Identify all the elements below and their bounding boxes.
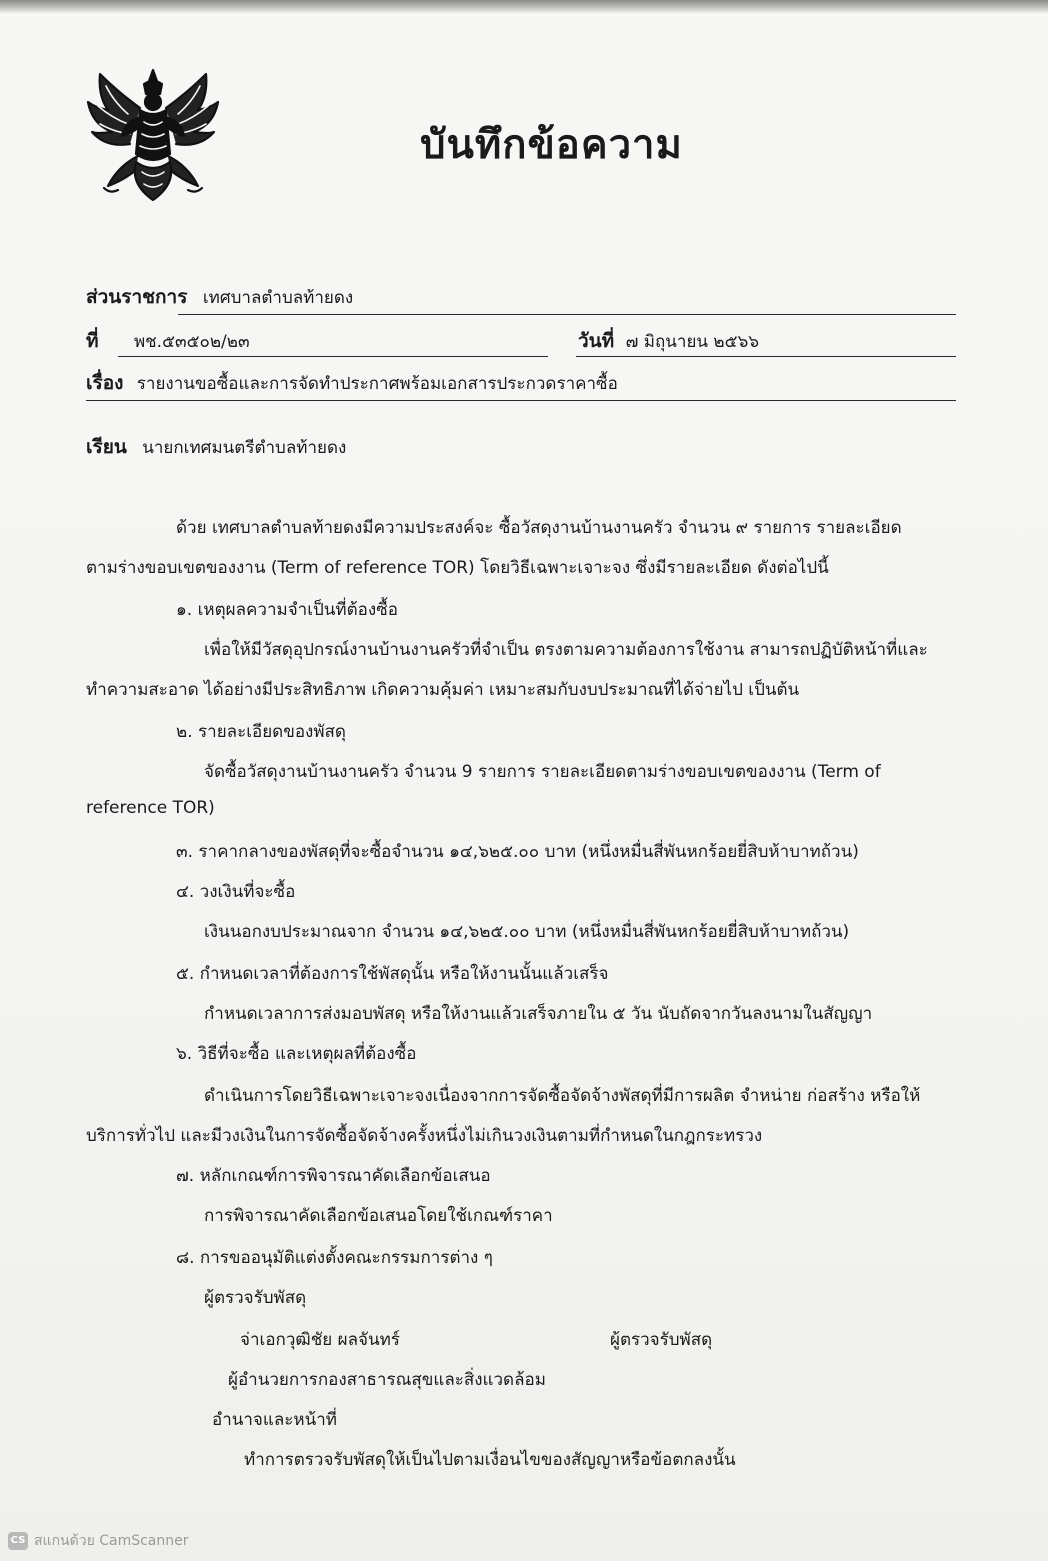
ref-rule [118, 356, 548, 357]
section-1-heading: ๑. เหตุผลความจำเป็นที่ต้องซื้อ [176, 600, 398, 620]
camscanner-logo-icon: CS [8, 1532, 28, 1550]
salutation-label: เรียน [86, 436, 127, 458]
ref-value: พช.๕๓๕๐๒/๒๓ [133, 332, 250, 352]
section-1-line-2: ทำความสะอาด ได้อย่างมีประสิทธิภาพ เกิดความคุ้มค่า เหมาะสมกับงบประมาณที่ได้จ่ายไป เป็นต้น [86, 680, 800, 700]
section-6-heading: ๖. วิธีที่จะซื้อ และเหตุผลที่ต้องซื้อ [176, 1044, 417, 1064]
date-rule [576, 356, 956, 357]
salutation-row [86, 432, 346, 462]
section-7-line-1: การพิจารณาคัดเลือกข้อเสนอโดยใช้เกณฑ์ราคา [204, 1206, 553, 1226]
section-2-line-2: reference TOR) [86, 798, 215, 818]
committee-duty-title: อำนาจและหน้าที่ [212, 1410, 337, 1430]
section-2-heading: ๒. รายละเอียดของพัสดุ [176, 722, 346, 742]
committee-member-role: ผู้ตรวจรับพัสดุ [610, 1330, 713, 1350]
agency-label: ส่วนราชการ [86, 286, 188, 308]
section-2-line-1: จัดซื้อวัสดุงานบ้านงานครัว จำนวน 9 รายการ รายละเอียดตามร่างขอบเขตของงาน (Term of [204, 762, 881, 782]
ref-label: ที่ [86, 330, 99, 352]
committee-duty-text: ทำการตรวจรับพัสดุให้เป็นไปตามเงื่อนไขของสัญญาหรือข้อตกลงนั้น [244, 1450, 736, 1470]
section-4-line-1: เงินนอกงบประมาณจาก จำนวน ๑๔,๖๒๕.๐๐ บาท (หนึ่งหมื่นสี่พันหกร้อยยี่สิบห้าบาทถ้วน) [204, 922, 850, 942]
agency-rule [178, 314, 956, 315]
section-5-line-1: กำหนดเวลาการส่งมอบพัสดุ หรือให้งานแล้วเสร็จภายใน ๕ วัน นับถัดจากวันลงนามในสัญญา [204, 1004, 873, 1024]
section-8-heading: ๘. การขออนุมัติแต่งตั้งคณะกรรมการต่าง ๆ [176, 1248, 493, 1268]
date-value: ๗ มิถุนายน ๒๕๖๖ [625, 332, 760, 352]
subject-label: เรื่อง [86, 372, 124, 394]
subject-rule [86, 400, 956, 401]
committee-member-position: ผู้อำนวยการกองสาธารณสุขและสิ่งแวดล้อม [228, 1370, 546, 1390]
section-1-line-1: เพื่อให้มีวัสดุอุปกรณ์งานบ้านงานครัวที่จำเป็น ตรงตามความต้องการใช้งาน สามารถปฏิบัติหน้าที่และ [204, 640, 928, 660]
section-7-heading: ๗. หลักเกณฑ์การพิจารณาคัดเลือกข้อเสนอ [176, 1166, 491, 1186]
memo-title: บันทึกข้อความ [420, 122, 683, 168]
camscanner-watermark [8, 1530, 189, 1552]
agency-row [86, 282, 353, 312]
section-4-heading: ๔. วงเงินที่จะซื้อ [176, 882, 296, 902]
scan-edge [0, 0, 1048, 14]
agency-value: เทศบาลตำบลท้ายดง [202, 288, 354, 308]
section-5-heading: ๕. กำหนดเวลาที่ต้องการใช้พัสดุนั้น หรือให้งานนั้นแล้วเสร็จ [176, 964, 609, 984]
camscanner-text: สแกนด้วย CamScanner [34, 1533, 189, 1549]
date-label: วันที่ [578, 330, 615, 352]
intro-line-2: ตามร่างขอบเขตของงาน (Term of reference TOR) โดยวิธีเฉพาะเจาะจง ซึ่งมีรายละเอียด ดังต่อไปนี้ [86, 558, 829, 578]
section-3-heading: ๓. ราคากลางของพัสดุที่จะซื้อจำนวน ๑๔,๖๒๕.๐๐ บาท (หนึ่งหมื่นสี่พันหกร้อยยี่สิบห้าบาทถ้วน) [176, 842, 859, 862]
section-6-line-2: บริการทั่วไป และมีวงเงินในการจัดซื้อจัดจ้างครั้งหนึ่งไม่เกินวงเงินตามที่กำหนดในกฎกระทรวง [86, 1126, 763, 1146]
subject-row [86, 368, 618, 398]
ref-row [86, 326, 250, 356]
intro-line-1: ด้วย เทศบาลตำบลท้ายดงมีความประสงค์จะ ซื้อวัสดุงานบ้านงานครัว จำนวน ๙ รายการ รายละเอียด [176, 518, 902, 538]
salutation-value: นายกเทศมนตรีตำบลท้ายดง [142, 438, 347, 458]
committee-member-name: จ่าเอกวุฒิชัย ผลจันทร์ [240, 1330, 400, 1350]
section-6-line-1: ดำเนินการโดยวิธีเฉพาะเจาะจงเนื่องจากการจัดซื้อจัดจ้างพัสดุที่มีการผลิต จำหน่าย ก่อสร้าง หรือให้ [204, 1086, 921, 1106]
committee-role-title: ผู้ตรวจรับพัสดุ [204, 1288, 307, 1308]
date-row [578, 326, 759, 356]
subject-value: รายงานขอซื้อและการจัดทำประกาศพร้อมเอกสารประกวดราคาซื้อ [136, 374, 618, 394]
